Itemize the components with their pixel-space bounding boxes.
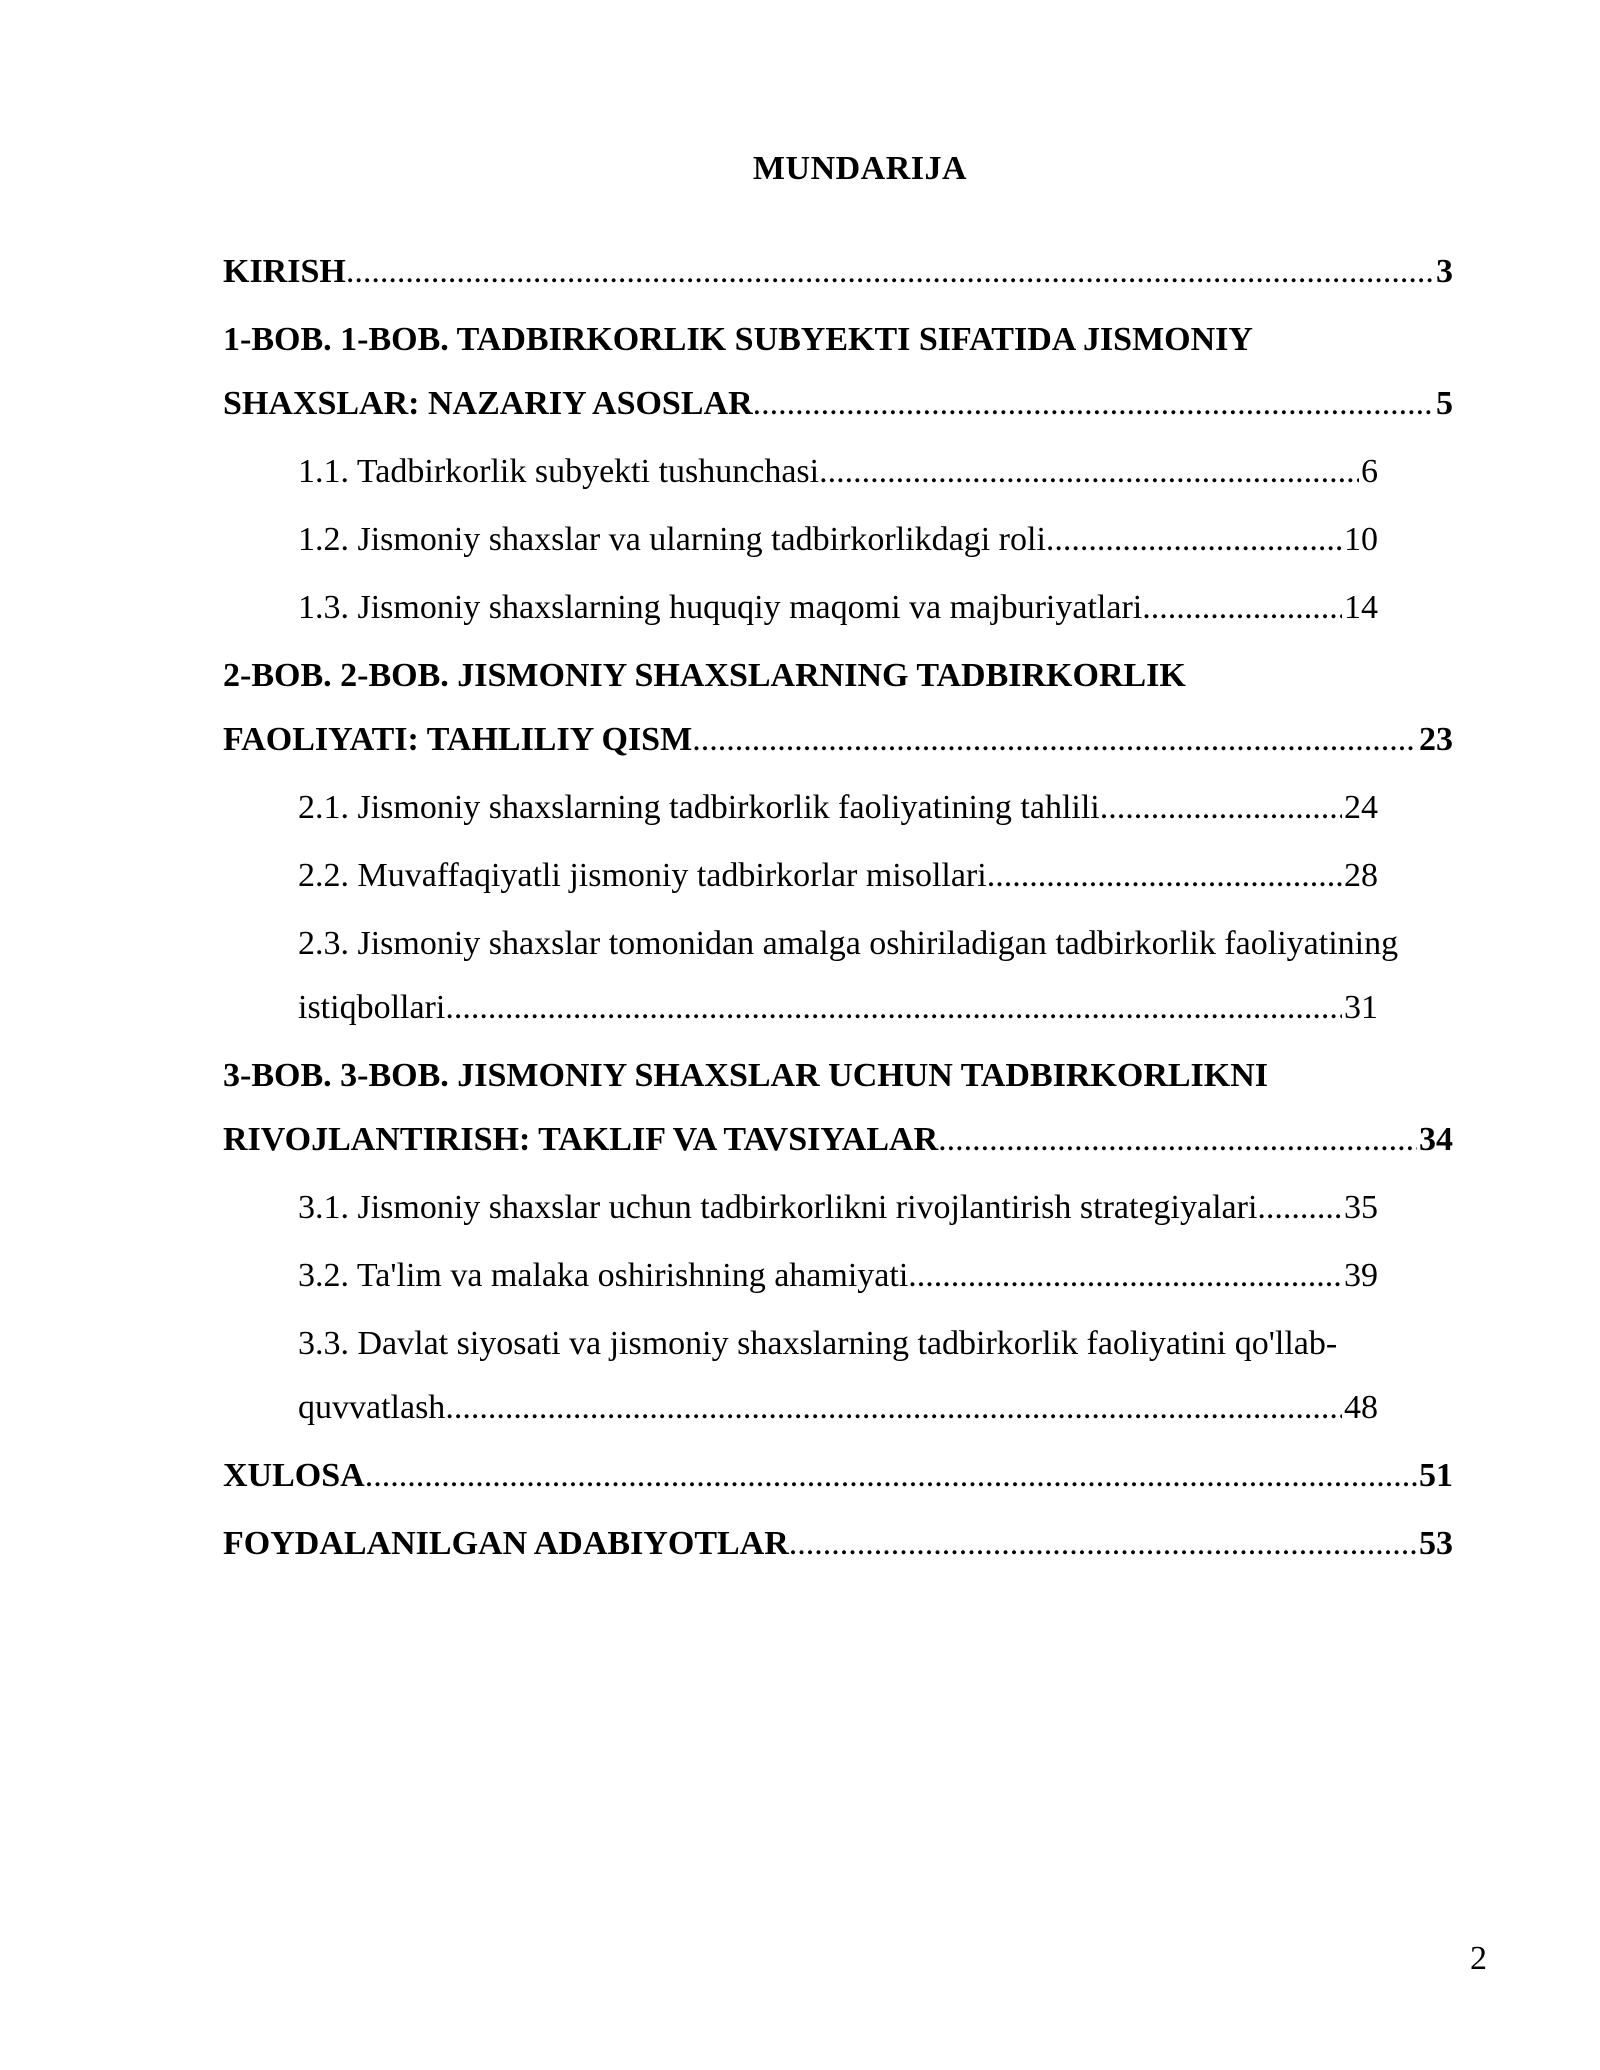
toc-section-entry[interactable] — [298, 1244, 1378, 1308]
toc-chapter-entry[interactable] — [223, 240, 1453, 304]
toc-entry-line — [223, 708, 1453, 772]
toc-entry-title: 1.1. Tadbirkorlik subyekti tushunchasi — [298, 453, 820, 490]
dot-leader — [819, 440, 1359, 504]
toc-section-entry[interactable] — [298, 844, 1378, 908]
toc-entry-first-line: 3-BOB. 3-BOB. JISMONIY SHAXSLAR UCHUN TADBIRKORLIKNI — [223, 1057, 1269, 1094]
toc-entry-line — [298, 440, 1378, 504]
toc-entry-line — [223, 372, 1453, 436]
toc-entry-line — [298, 1244, 1378, 1308]
toc-entry-page-number: 39 — [1344, 1257, 1378, 1294]
toc-chapter-entry[interactable] — [223, 1044, 1453, 1172]
page-number: 2 — [1470, 1940, 1487, 1977]
toc-entry-line — [223, 1512, 1453, 1576]
dot-leader — [908, 1244, 1342, 1308]
dot-leader — [789, 1512, 1417, 1576]
toc-entry-title: 2.1. Jismoniy shaxslarning tadbirkorlik faoliyatining tahlili — [298, 789, 1100, 826]
toc-section-entry[interactable] — [298, 440, 1378, 504]
toc-entry-line — [298, 576, 1378, 640]
toc-entry-page-number: 51 — [1419, 1457, 1453, 1494]
toc-entry-title: FAOLIYATI: TAHLILIY QISM — [223, 721, 693, 758]
toc-section-entry[interactable] — [298, 1176, 1378, 1240]
toc-entry-title: 2.2. Muvaffaqiyatli jismoniy tadbirkorlar misollari — [298, 857, 987, 894]
toc-entry-page-number: 14 — [1344, 589, 1378, 626]
dot-leader — [445, 976, 1342, 1040]
toc-entry-title: 3.2. Ta'lim va malaka oshirishning ahamiyati — [298, 1257, 909, 1294]
toc-entry-first-line: 2.3. Jismoniy shaxslar tomonidan amalga oshiriladigan tadbirkorlik faoliyatining — [298, 925, 1399, 962]
toc-entry-first-line: 3.3. Davlat siyosati va jismoniy shaxslarning tadbirkorlik faoliyatini qo'llab- — [298, 1325, 1338, 1362]
dot-leader — [346, 240, 1434, 304]
toc-entry-line — [223, 1444, 1453, 1508]
toc-entry-line — [298, 1376, 1378, 1440]
toc-title: MUNDARIJA — [752, 150, 968, 187]
toc-entry-title: XULOSA — [223, 1457, 365, 1494]
toc-entry-title: 1.2. Jismoniy shaxslar va ularning tadbirkorlikdagi roli — [298, 521, 1046, 558]
toc-entry-line — [298, 844, 1378, 908]
toc-entry-page-number: 23 — [1419, 721, 1453, 758]
toc-entry-line — [298, 1176, 1378, 1240]
toc-entry-line — [298, 976, 1378, 1040]
toc-entry-title: istiqbollari — [298, 989, 446, 1026]
toc-entry-page-number: 5 — [1436, 385, 1453, 422]
toc-section-entry[interactable] — [298, 1312, 1378, 1440]
toc-entry-line — [223, 1108, 1453, 1172]
toc-section-entry[interactable] — [298, 576, 1378, 640]
toc-chapter-entry[interactable] — [223, 1444, 1453, 1508]
dot-leader — [987, 844, 1342, 908]
toc-entry-page-number: 3 — [1436, 253, 1453, 290]
toc-entry-page-number: 28 — [1344, 857, 1378, 894]
toc-entry-page-number: 24 — [1344, 789, 1378, 826]
toc-entry-title: 3.1. Jismoniy shaxslar uchun tadbirkorlikni rivojlantirish strategiyalari — [298, 1189, 1258, 1226]
toc-entry-title: SHAXSLAR: NAZARIY ASOSLAR — [223, 385, 753, 422]
dot-leader — [753, 372, 1434, 436]
toc-entry-page-number: 34 — [1419, 1121, 1453, 1158]
toc-entry-first-line: 2-BOB. 2-BOB. JISMONIY SHAXSLARNING TADBIRKORLIK — [223, 657, 1186, 694]
toc-entry-first-line: 1-BOB. 1-BOB. TADBIRKORLIK SUBYEKTI SIFATIDA JISMONIY — [223, 321, 1253, 358]
toc-chapter-entry[interactable] — [223, 308, 1453, 436]
toc-chapter-entry[interactable] — [223, 644, 1453, 772]
toc-entry-line — [298, 508, 1378, 572]
dot-leader — [938, 1108, 1417, 1172]
toc-entry-page-number: 31 — [1344, 989, 1378, 1026]
dot-leader — [692, 708, 1417, 772]
toc-entry-title: FOYDALANILGAN ADABIYOTLAR — [223, 1525, 789, 1562]
dot-leader — [1046, 508, 1342, 572]
toc-entry-page-number: 48 — [1344, 1389, 1378, 1426]
dot-leader — [1142, 576, 1342, 640]
table-of-contents — [223, 240, 1453, 1580]
toc-section-entry[interactable] — [298, 508, 1378, 572]
toc-entry-page-number: 6 — [1361, 453, 1378, 490]
toc-entry-title: 1.3. Jismoniy shaxslarning huquqiy maqomi va majburiyatlari — [298, 589, 1143, 626]
toc-entry-page-number: 10 — [1344, 521, 1378, 558]
toc-entry-page-number: 53 — [1419, 1525, 1453, 1562]
toc-chapter-entry[interactable] — [223, 1512, 1453, 1576]
toc-section-entry[interactable] — [298, 912, 1399, 1040]
toc-entry-line — [298, 776, 1378, 840]
dot-leader — [1100, 776, 1342, 840]
toc-entry-title: quvvatlash — [298, 1389, 446, 1426]
dot-leader — [365, 1444, 1417, 1508]
toc-entry-page-number: 35 — [1344, 1189, 1378, 1226]
toc-section-entry[interactable] — [298, 776, 1378, 840]
toc-entry-title: KIRISH — [223, 253, 346, 290]
toc-entry-line — [223, 240, 1453, 304]
dot-leader — [445, 1376, 1342, 1440]
dot-leader — [1257, 1176, 1342, 1240]
toc-entry-title: RIVOJLANTIRISH: TAKLIF VA TAVSIYALAR — [223, 1121, 939, 1158]
